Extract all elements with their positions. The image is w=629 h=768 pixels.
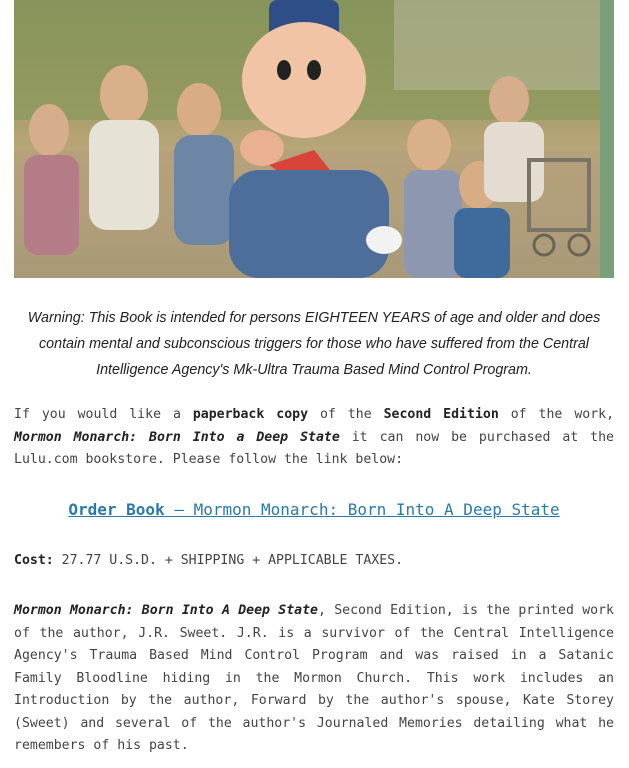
intro-text-2: of the [308, 407, 384, 422]
cost-label: Cost: [14, 553, 54, 568]
cost-line [14, 553, 403, 568]
second-edition-text: Second Edition [383, 407, 499, 422]
intro-text-4: it can now be purchased at the Lulu.com bookstore. Please follow the link below: [14, 429, 614, 467]
description-title: Mormon Monarch: Born Into A Deep State [14, 603, 318, 618]
intro-text-1: If you would like a [14, 407, 193, 422]
description-text: , Second Edition, is the printed work of the author, J.R. Sweet. J.R. is a survivor of the Central Intelligence Agency's Trauma Based Mind Control Program and was raised in a Satanic Family Bloodline hiding in the Mormon Church. This work includes an Introduction by the author, Forward by the author's spouse, Kate Storey (Sweet) and several of the author's Journaled Memories detailing what he remembers of his past. [14, 603, 614, 753]
paperback-copy-text: paperback copy [192, 407, 309, 422]
intro-text-3: of the work, [498, 407, 615, 422]
cost-value: 27.77 U.S.D. + SHIPPING + APPLICABLE TAXES. [53, 553, 404, 568]
content-warning: Warning: This Book is intended for persons EIGHTEEN YEARS of age and older and does contain mental and subconscious triggers for those who have suffered from the Central Intelligence Agency's Mk-Ultra Trauma Based Mind Control Program. [27, 310, 601, 378]
book-title-text: Mormon Monarch: Born Into a Deep State [14, 429, 340, 445]
purchase-intro [14, 404, 614, 472]
order-book-link[interactable] [68, 500, 559, 519]
book-description [14, 600, 614, 758]
order-book-title: – Mormon Monarch: Born Into A Deep State [164, 500, 560, 519]
book-cover-photo [14, 0, 614, 278]
order-book-label: Order Book [68, 500, 165, 519]
order-book-container [14, 500, 614, 519]
photo-illustration [14, 0, 614, 278]
